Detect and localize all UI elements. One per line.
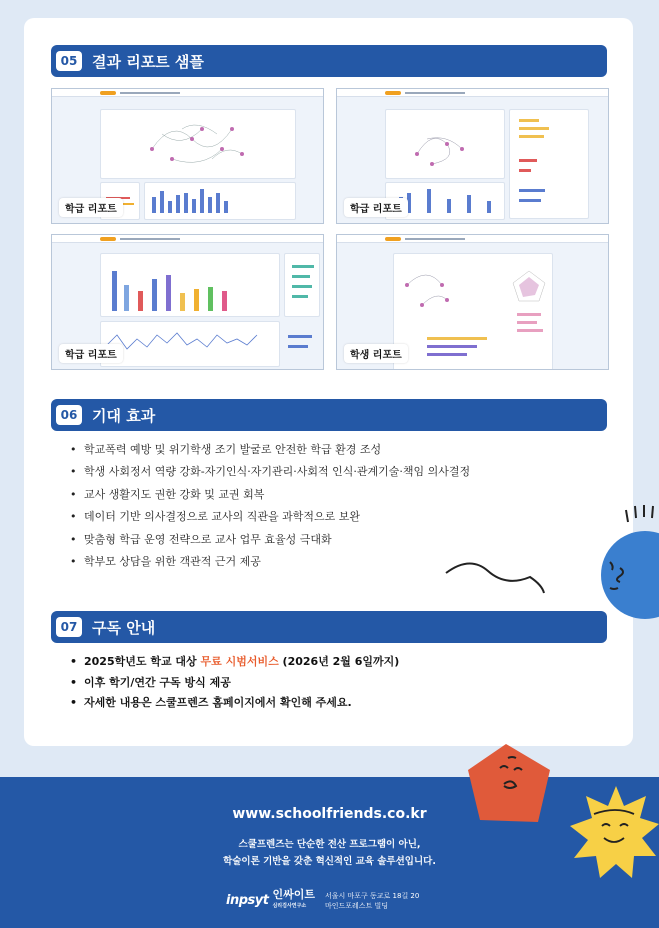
section-number: 06 [56,405,82,425]
section-header-05 [51,45,607,77]
section-header-07 [51,611,607,643]
address [325,891,419,911]
report-thumbnail-3[interactable] [51,234,324,370]
report-thumbnail-2[interactable] [336,88,609,224]
brand-name: 인싸이트 [272,888,315,901]
website-url[interactable]: www.schoolfriends.co.kr [232,806,427,822]
address-line-1: 서울시 마포구 동교로 18길 20 [325,892,420,900]
squiggle-decoration-icon [440,555,550,595]
section-number: 05 [56,51,82,71]
section-title: 결과 리포트 샘플 [92,52,204,71]
tagline-line-2: 학술이론 기반을 갖춘 혁신적인 교육 솔루션입니다. [223,856,436,867]
list-item: • 교사 생활지도 권한 강화 및 교권 회복 [70,484,470,506]
list-item: • 학생 사회정서 역량 강화-자기인식·자기관리·사회적 인식·관계기술·책임 의사결정 [70,461,470,483]
brand-mark: inpsyt [226,893,269,908]
brand-subtitle: 심리검사연구소 [272,903,307,909]
list-item: • 2025학년도 학교 대상 무료 시범서비스 (2026년 2월 6일까지) [70,652,399,673]
list-item: • 학부모 상담을 위한 객관적 근거 제공 [70,551,470,573]
list-item: • 맞춤형 학급 운영 전략으로 교사 업무 효율성 극대화 [70,529,470,551]
brand-logo [226,890,315,911]
section-number: 07 [56,617,82,637]
section-title: 기대 효과 [92,406,156,425]
blue-circle-character-icon [570,500,659,620]
list-item: • 데이터 기반 의사결정으로 교사의 직관을 과학적으로 보완 [70,506,470,528]
section-header-06 [51,399,607,431]
free-trial-highlight: 무료 시범서비스 [200,655,279,668]
address-line-2: 마인드포레스트 빌딩 [325,902,389,910]
report-thumbnail-1[interactable] [51,88,324,224]
report-label: 학급 리포트 [59,344,123,363]
section-title: 구독 안내 [92,618,156,637]
report-label: 학급 리포트 [59,198,123,217]
report-label: 학생 리포트 [344,344,408,363]
tagline-line-1: 스쿨프렌즈는 단순한 전산 프로그램이 아닌, [238,839,421,850]
effects-list [70,439,470,573]
report-label: 학급 리포트 [344,198,408,217]
list-item: • 이후 학기/연간 구독 방식 제공 [70,673,399,694]
list-item: • 학교폭력 예방 및 위기학생 조기 발굴로 안전한 학급 환경 조성 [70,439,470,461]
subscription-list [70,652,399,714]
list-item: • 자세한 내용은 스쿨프렌즈 홈페이지에서 확인해 주세요. [70,693,399,714]
report-thumbnail-4[interactable] [336,234,609,370]
